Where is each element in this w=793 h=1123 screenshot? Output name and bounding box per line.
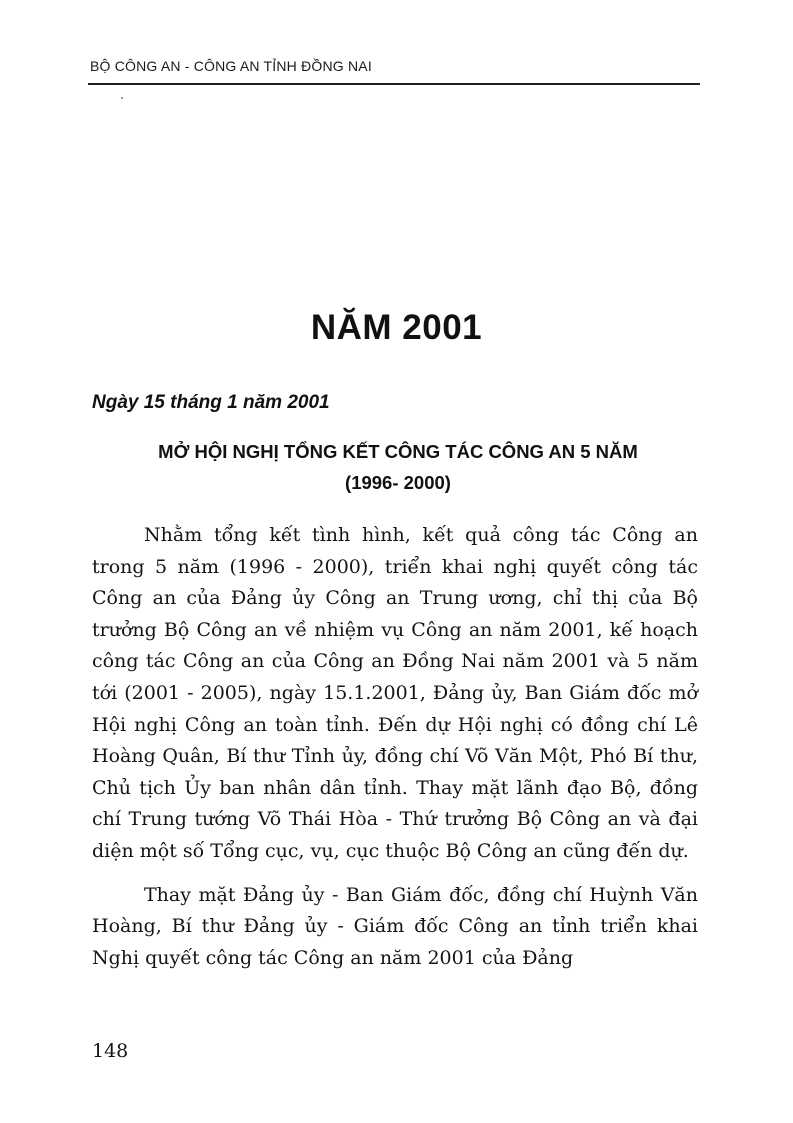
entry-heading-years: (1996- 2000) [345, 472, 451, 493]
scan-speck [121, 97, 123, 99]
header-divider [88, 83, 700, 85]
running-header: BỘ CÔNG AN - CÔNG AN TỈNH ĐỒNG NAI [90, 58, 372, 74]
paragraph: Nhằm tổng kết tình hình, kết quả công tác Công an trong 5 năm (1996 - 2000), triển khai nghị quyết công tác Công an của Đảng ủy Công an Trung ương, chỉ thị của Bộ trưởng Bộ Công an về nhiệm vụ Công an năm 2001, kế hoạch công tác Công an của Công an Đồng Nai năm 2001 và 5 năm tới (2001 - 2005), ngày 15.1.2001, Đảng ủy, Ban Giám đốc mở Hội nghị Công an toàn tỉnh. Đến dự Hội nghị có đồng chí Lê Hoàng Quân, Bí thư Tỉnh ủy, đồng chí Võ Văn Một, Phó Bí thư, Chủ tịch Ủy ban nhân dân tỉnh. Thay mặt lãnh đạo Bộ, đồng chí Trung tướng Võ Thái Hòa - Thứ trưởng Bộ Công an và đại diện một số Tổng cục, vụ, cục thuộc Bộ Công an cũng đến dự. [92, 524, 698, 862]
entry-heading-line: MỞ HỘI NGHỊ TỔNG KẾT CÔNG TÁC CÔNG AN 5 NĂM [158, 441, 638, 462]
paragraph: Thay mặt Đảng ủy - Ban Giám đốc, đồng chí Huỳnh Văn Hoàng, Bí thư Đảng ủy - Giám đốc Công an tỉnh triển khai Nghị quyết công tác Công an năm 2001 của Đảng [92, 883, 698, 969]
entry-date: Ngày 15 tháng 1 năm 2001 [92, 392, 330, 413]
body-text [92, 520, 698, 974]
page-number: 148 [92, 1040, 129, 1062]
chapter-title: NĂM 2001 [310, 308, 483, 347]
entry-heading [92, 436, 704, 498]
